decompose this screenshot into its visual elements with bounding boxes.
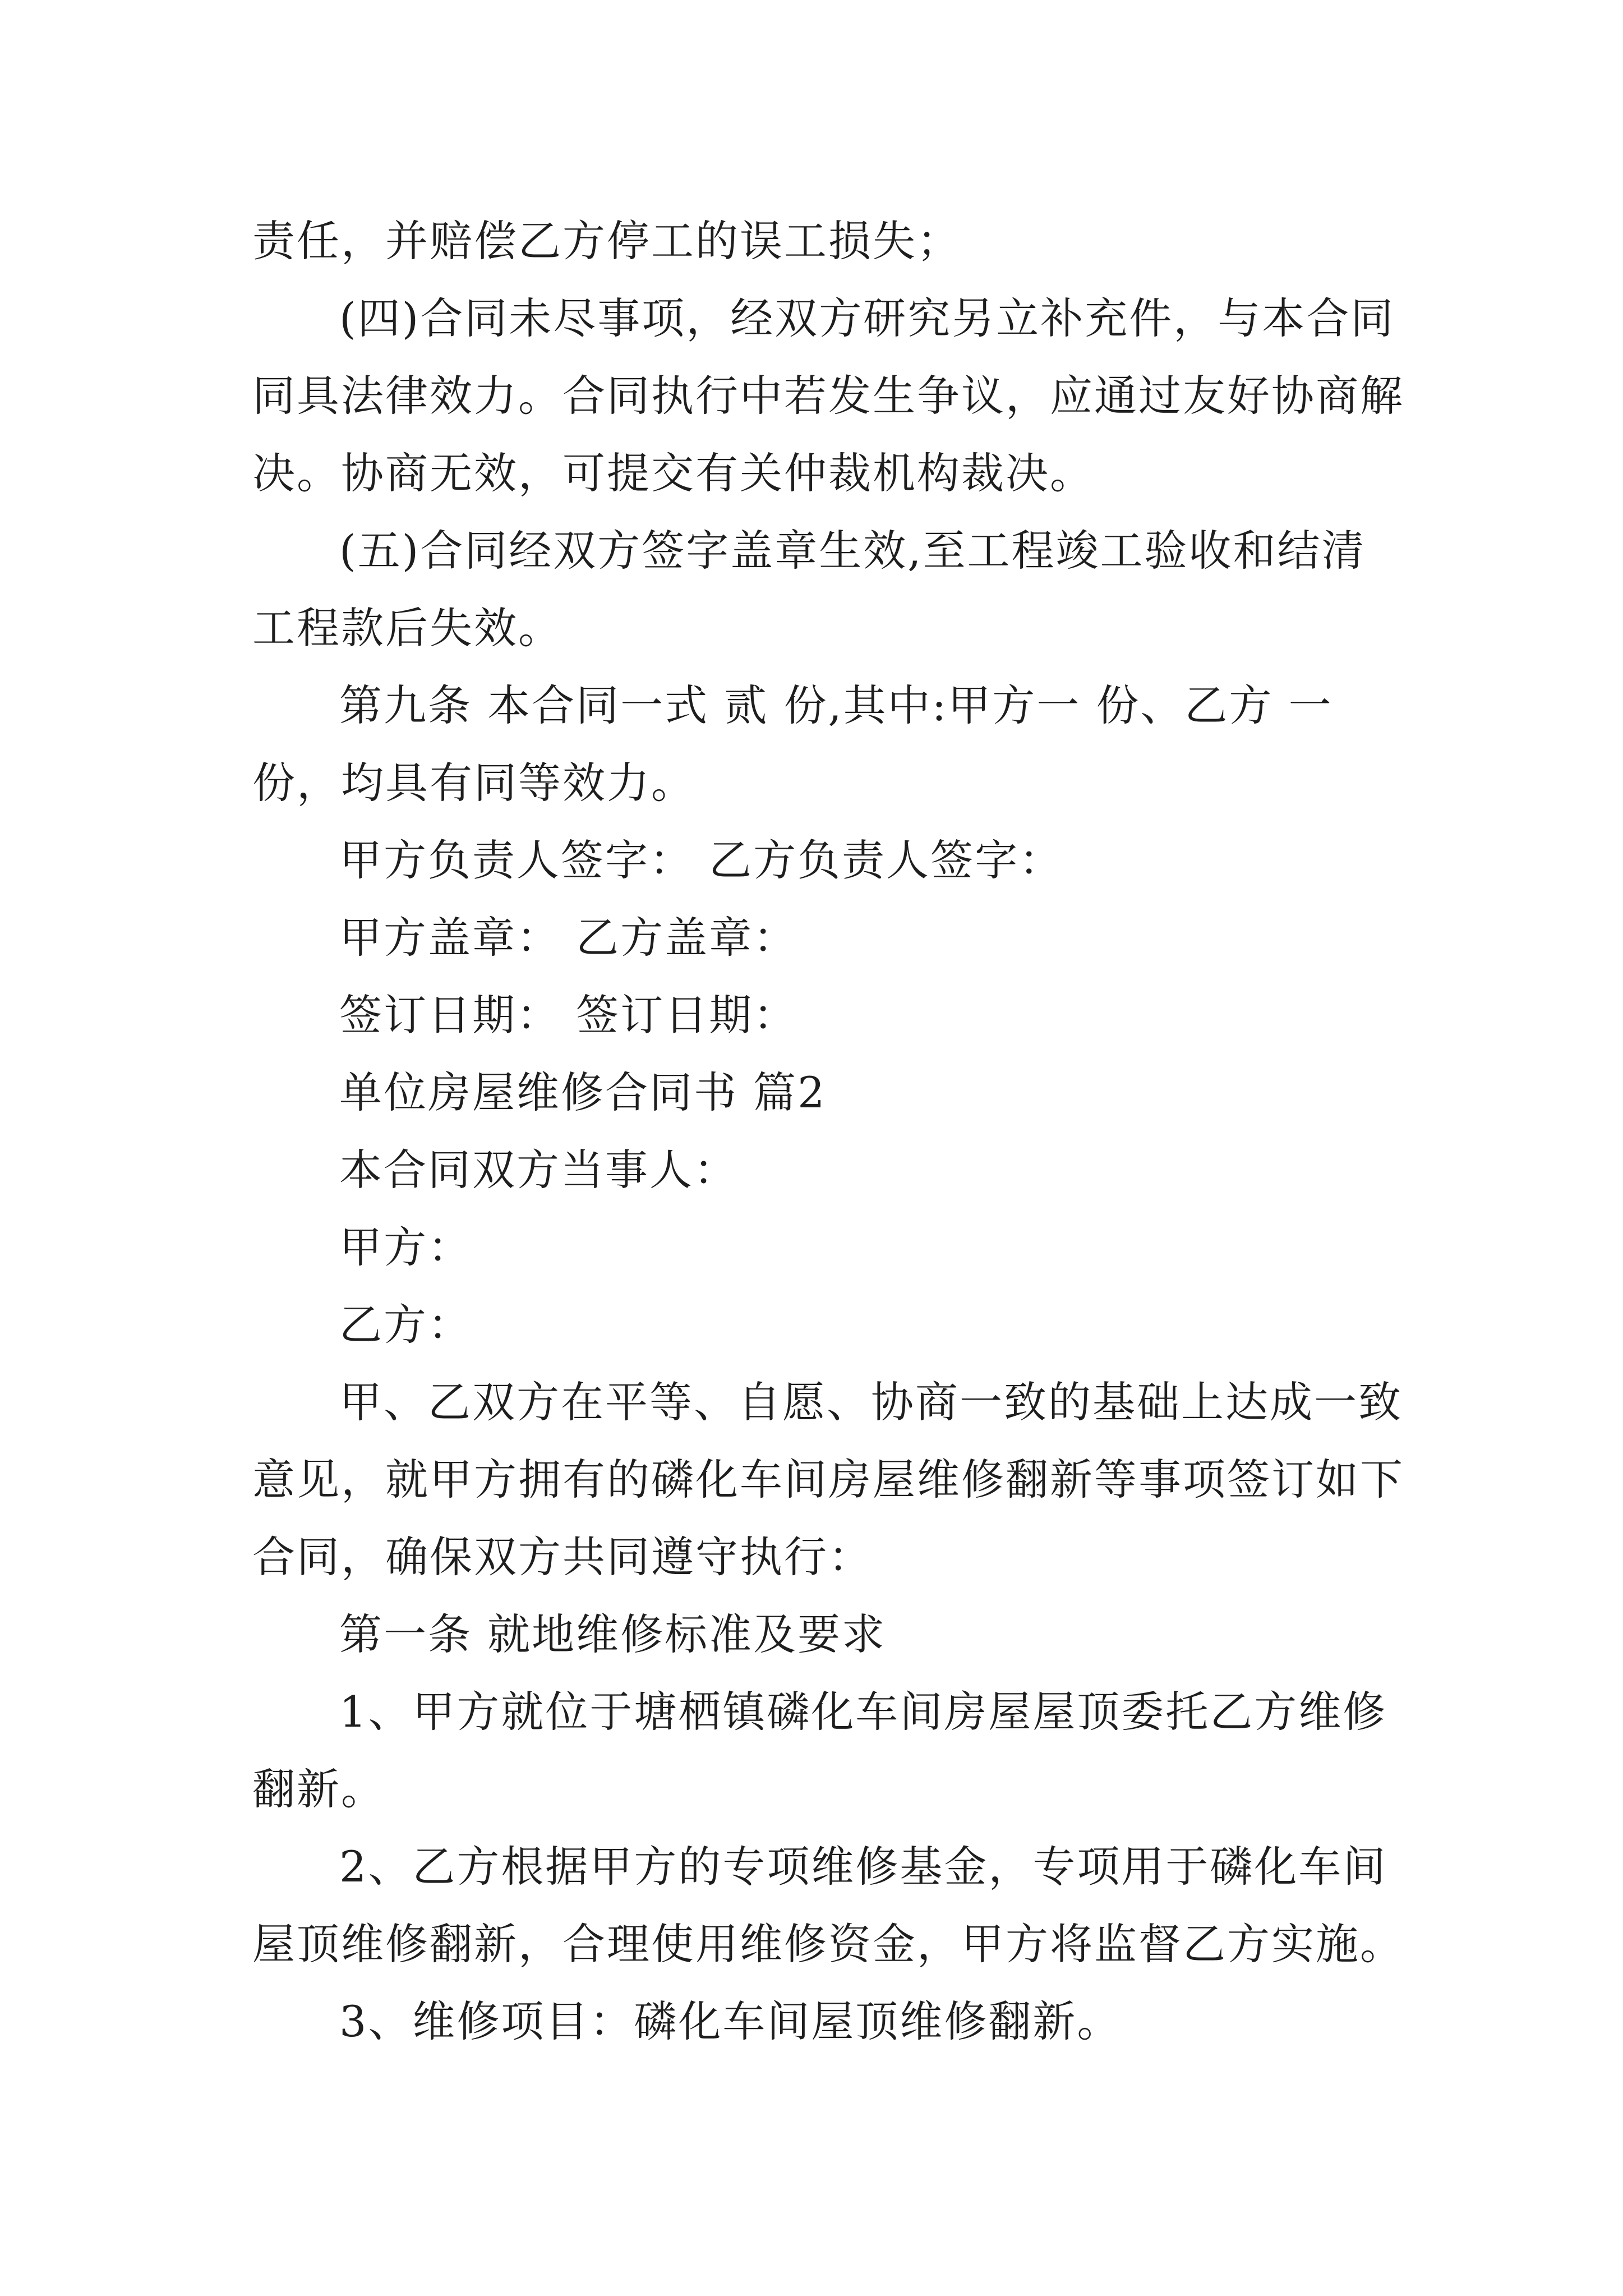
seal-line: 甲方盖章： 乙方盖章： <box>339 913 798 963</box>
section-heading: 单位房屋维修合同书 篇2 <box>339 1068 827 1117</box>
text-line: 屋顶维修翻新，合理使用维修资金，甲方将监督乙方实施。 <box>252 1919 1404 1969</box>
article-heading: 第一条 就地维修标准及要求 <box>339 1609 887 1659</box>
text-line: 决。协商无效，可提交有关仲裁机构裁决。 <box>252 448 1094 498</box>
text-line: (四)合同未尽事项，经双方研究另立补充件，与本合同 <box>339 293 1395 343</box>
text-line: 责任，并赔偿乙方停工的误工损失； <box>252 216 961 266</box>
text-line: 份，均具有同等效力。 <box>252 758 695 808</box>
text-line: 本合同双方当事人： <box>339 1145 738 1195</box>
party-a-line: 甲方： <box>339 1222 472 1272</box>
text-line: (五)合同经双方签字盖章生效,至工程竣工验收和结清 <box>339 526 1366 576</box>
signature-line: 甲方负责人签字： 乙方负责人签字： <box>339 835 1064 885</box>
date-line: 签订日期： 签订日期： <box>339 990 798 1040</box>
text-line: 第九条 本合同一式 贰 份,其中:甲方一 份、乙方 一 <box>339 680 1333 730</box>
text-line: 1、甲方就位于塘栖镇磷化车间房屋屋顶委托乙方维修 <box>339 1687 1387 1737</box>
text-line: 甲、乙双方在平等、自愿、协商一致的基础上达成一致 <box>339 1377 1403 1427</box>
text-line: 同具法律效力。合同执行中若发生争议，应通过友好协商解 <box>252 371 1404 421</box>
text-line: 翻新。 <box>252 1764 385 1814</box>
text-line: 3、维修项目：磷化车间屋顶维修翻新。 <box>339 1996 1122 2046</box>
text-line: 2、乙方根据甲方的专项维修基金，专项用于磷化车间 <box>339 1842 1387 1892</box>
text-line: 工程款后失效。 <box>252 603 562 653</box>
text-line: 意见，就甲方拥有的磷化车间房屋维修翻新等事项签订如下 <box>252 1455 1404 1504</box>
text-line: 合同，确保双方共同遵守执行： <box>252 1532 873 1582</box>
party-b-line: 乙方： <box>339 1300 472 1350</box>
